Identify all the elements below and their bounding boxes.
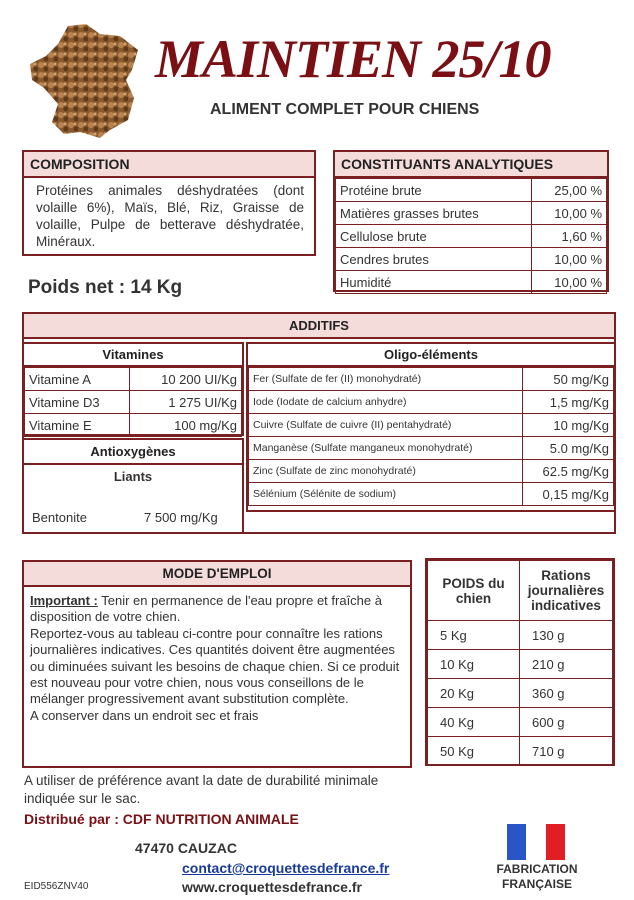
vitamine-row-label: Vitamine E <box>25 414 130 437</box>
analytical-table <box>335 178 607 294</box>
oligo-heading: Oligo-éléments <box>248 344 614 367</box>
antiox-box <box>22 438 244 534</box>
oligo-row <box>249 368 614 391</box>
product-subtitle: ALIMENT COMPLET POUR CHIENS <box>210 101 480 118</box>
oligo-row-label: Sélénium (Sélénite de sodium) <box>249 483 523 506</box>
oligo-row-value: 1,5 mg/Kg <box>523 391 614 414</box>
additifs-heading: ADDITIFS <box>24 314 614 339</box>
antiox-heading: Antioxygènes <box>24 440 242 465</box>
vitamine-row-value: 10 200 UI/Kg <box>129 368 241 391</box>
vitamines-heading: Vitamines <box>24 344 242 367</box>
analytical-row <box>336 202 607 225</box>
analytical-row <box>336 271 607 294</box>
best-before-note: A utiliser de préférence avant la date de durabilité minimale indiquée sur le sac. <box>24 773 379 806</box>
analytical-row-label: Humidité <box>336 271 532 294</box>
vitamines-box <box>22 342 244 436</box>
analytical-row <box>336 248 607 271</box>
ration-row <box>428 621 613 650</box>
rations-box <box>425 558 615 766</box>
product-title: MAINTIEN 25/10 <box>155 29 551 89</box>
ration-row <box>428 737 613 766</box>
ration-row <box>428 679 613 708</box>
ration-row-value: 210 g <box>520 650 613 679</box>
ration-row-value: 600 g <box>520 708 613 737</box>
vitamine-row-value: 100 mg/Kg <box>129 414 241 437</box>
ration-row-label: 5 Kg <box>428 621 520 650</box>
ration-row-label: 50 Kg <box>428 737 520 766</box>
net-weight: Poids net : 14 Kg <box>28 277 183 298</box>
analytical-row <box>336 179 607 202</box>
vitamines-table <box>24 367 242 437</box>
website-link[interactable]: www.croquettesdefrance.fr <box>182 879 362 895</box>
analytical-row-value: 10,00 % <box>531 248 606 271</box>
ration-row <box>428 650 613 679</box>
oligo-table <box>248 367 614 506</box>
vitamine-row-label: Vitamine A <box>25 368 130 391</box>
mode-box <box>22 560 412 768</box>
liant-value: 7 500 mg/Kg <box>144 510 218 525</box>
vitamine-row <box>25 391 242 414</box>
mode-storage: A conserver dans un endroit sec et frais <box>30 707 259 723</box>
ration-row-label: 10 Kg <box>428 650 520 679</box>
oligo-row-value: 5.0 mg/Kg <box>523 437 614 460</box>
liant-name: Bentonite <box>32 510 87 525</box>
important-text: Tenir en permanence de l'eau propre et fraîche à disposition de votre chien. <box>30 593 382 625</box>
analytical-row-label: Cellulose brute <box>336 225 532 248</box>
composition-text: Protéines animales déshydratées (dont volaille 6%), Maïs, Blé, Riz, Graisse de volaille, Pulpe de betterave déshydratée, Minéraux. <box>36 183 304 249</box>
french-flag-icon <box>507 824 565 860</box>
ration-row-value: 710 g <box>520 737 613 766</box>
analytical-row-value: 25,00 % <box>531 179 606 202</box>
analytical-row-value: 1,60 % <box>531 225 606 248</box>
ration-row-value: 360 g <box>520 679 613 708</box>
ration-row-label: 40 Kg <box>428 708 520 737</box>
oligo-row-label: Manganèse (Sulfate manganeux monohydraté) <box>249 437 523 460</box>
mode-heading: MODE D'EMPLOI <box>24 562 410 587</box>
analytical-row-label: Protéine brute <box>336 179 532 202</box>
oligo-box <box>246 342 616 512</box>
oligo-row <box>249 414 614 437</box>
vitamine-row <box>25 368 242 391</box>
analytical-row-label: Matières grasses brutes <box>336 202 532 225</box>
vitamine-row <box>25 414 242 437</box>
oligo-row-label: Iode (Iodate de calcium anhydre) <box>249 391 523 414</box>
kibble-france-logo <box>28 22 144 140</box>
vitamine-row-value: 1 275 UI/Kg <box>129 391 241 414</box>
analytical-row-label: Cendres brutes <box>336 248 532 271</box>
liants-heading: Liants <box>113 469 153 484</box>
ration-row <box>428 708 613 737</box>
contact-email-link[interactable]: contact@croquettesdefrance.fr <box>182 860 390 876</box>
oligo-row-label: Cuivre (Sulfate de cuivre (II) pentahydraté) <box>249 414 523 437</box>
oligo-row-label: Fer (Sulfate de fer (II) monohydraté) <box>249 368 523 391</box>
oligo-row-value: 62.5 mg/Kg <box>523 460 614 483</box>
analytical-row <box>336 225 607 248</box>
vitamine-row-label: Vitamine D3 <box>25 391 130 414</box>
important-label: Important : <box>30 593 98 608</box>
analytical-row-value: 10,00 % <box>531 271 606 294</box>
analytical-row-value: 10,00 % <box>531 202 606 225</box>
analytical-heading: CONSTITUANTS ANALYTIQUES <box>335 152 607 178</box>
oligo-row-value: 50 mg/Kg <box>523 368 614 391</box>
rations-col-ration: Rations journalières indicatives <box>520 561 613 621</box>
composition-heading: COMPOSITION <box>24 152 314 178</box>
product-code: EID556ZNV40 <box>24 881 89 892</box>
ration-row-label: 20 Kg <box>428 679 520 708</box>
distributor: Distribué par : CDF NUTRITION ANIMALE <box>24 811 299 827</box>
oligo-row <box>249 483 614 506</box>
oligo-row-value: 10 mg/Kg <box>523 414 614 437</box>
composition-box <box>22 150 316 256</box>
oligo-row-label: Zinc (Sulfate de zinc monohydraté) <box>249 460 523 483</box>
oligo-row-value: 0,15 mg/Kg <box>523 483 614 506</box>
ration-row-value: 130 g <box>520 621 613 650</box>
analytical-box <box>333 150 609 292</box>
mode-body: Reportez-vous au tableau ci-contre pour connaître les rations journalières indicatives. Ces quantités doivent être augmentées ou diminuées suivant les besoins de chaque chien. Si ce produit est nouveau pour votre chien, nous vous conseillons de le mélanger progressivement avant substitution complète. <box>30 625 400 707</box>
rations-col-weight: POIDS du chien <box>428 561 520 621</box>
oligo-row <box>249 460 614 483</box>
distributor-city: 47470 CAUZAC <box>135 840 237 856</box>
rations-table <box>427 560 613 766</box>
oligo-row <box>249 437 614 460</box>
fabrication-francaise: FABRICATION FRANÇAISE <box>496 862 578 891</box>
oligo-row <box>249 391 614 414</box>
